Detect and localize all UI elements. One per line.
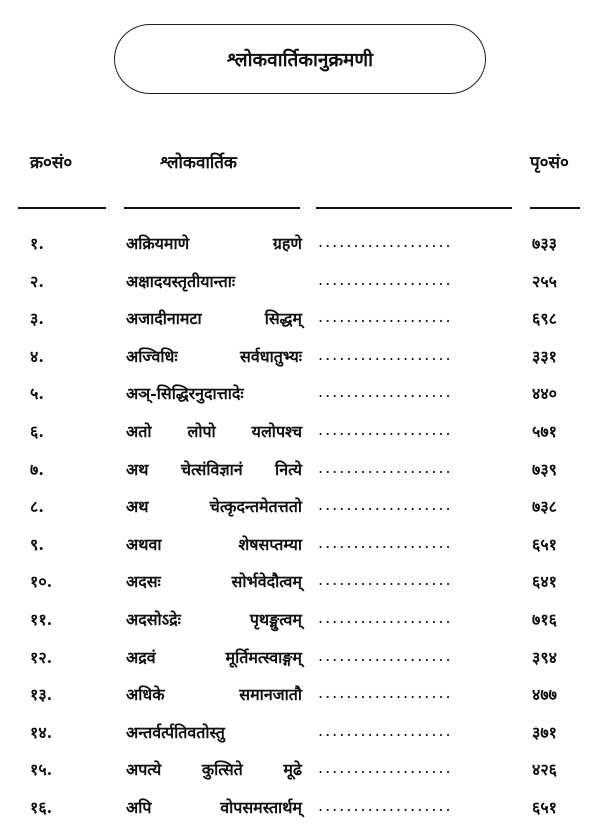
page-number: ३३१	[532, 346, 557, 366]
serial-number: ७.	[30, 459, 44, 479]
page-number: ४७७	[532, 685, 557, 705]
entry-text: अदसोऽद्रेः पृथङ्मुत्वम्	[126, 609, 302, 629]
list-item	[0, 715, 600, 753]
leader-dots: ...................	[318, 495, 453, 515]
page-number: ४२६	[532, 760, 557, 780]
page-number: ६९८	[532, 309, 557, 329]
leader-dots: ...................	[318, 532, 453, 552]
list-item	[0, 602, 600, 640]
entry-text: अन्तर्वर्त्पतिवतोस्तु	[126, 722, 225, 742]
entry-text: अजादीनामटा सिद्धम्	[126, 309, 302, 329]
page-number: २५५	[532, 271, 557, 291]
entry-text: अतो लोपो यलोपश्च	[126, 421, 302, 441]
page-number: ७१६	[532, 609, 557, 629]
entry-text: अथ चेत्संविज्ञानं नित्ये	[126, 459, 302, 479]
header-rule-serial	[18, 207, 106, 209]
page-number: ३९४	[532, 647, 557, 667]
leader-dots: ...................	[318, 232, 453, 251]
leader-dots: ...................	[318, 457, 453, 477]
page-number: ५७१	[532, 421, 557, 441]
entry-text: अपि वोपसमस्तार्थम्	[126, 797, 302, 817]
entry-text: अधिके समानजातौ	[126, 685, 302, 705]
entry-text: अपत्ये कुत्सिते मूढे	[126, 760, 302, 780]
list-item	[0, 640, 600, 678]
entry-text: अथ चेत्कृदन्तमेतत्ततो	[126, 497, 302, 517]
page-number: ६४१	[532, 572, 557, 592]
page-number: ६५१	[532, 797, 557, 817]
serial-number: ३.	[30, 309, 44, 329]
leader-dots: ...................	[318, 720, 453, 740]
header-page-number: पृ०सं०	[530, 153, 569, 173]
leader-dots: ...................	[318, 419, 453, 439]
page-number: ७३९	[532, 459, 557, 479]
page-title: श्लोकवार्तिकानुक्रमणी	[226, 49, 374, 71]
leader-dots: ...................	[318, 307, 453, 327]
entry-text: अदसः सोर्भवेदौत्वम्	[126, 572, 302, 592]
leader-dots: ...................	[318, 382, 453, 402]
serial-number: १३.	[30, 685, 53, 705]
serial-number: ४.	[30, 346, 44, 366]
list-item	[0, 339, 600, 377]
list-item	[0, 226, 600, 264]
serial-number: २.	[30, 271, 44, 291]
serial-number: १.	[30, 234, 44, 253]
header-rule-page	[530, 207, 580, 209]
entry-text: अक्रियमाणे ग्रहणे	[126, 234, 302, 253]
leader-dots: ...................	[318, 645, 453, 665]
page-number: ७३३	[532, 234, 557, 253]
serial-number: १६.	[30, 797, 53, 817]
header-rule-entry	[124, 207, 300, 209]
list-item	[0, 264, 600, 302]
entry-text: अक्षादयस्तृतीयान्ताः	[126, 271, 236, 291]
list-item	[0, 677, 600, 715]
serial-number: १४.	[30, 722, 53, 742]
leader-dots: ...................	[318, 795, 453, 815]
serial-number: ९.	[30, 534, 44, 554]
list-item	[0, 452, 600, 490]
list-item	[0, 564, 600, 602]
entry-text: अञ्-सिद्धिरनुदात्तादेः	[126, 384, 244, 404]
list-item	[0, 376, 600, 414]
page-number: ४४०	[532, 384, 557, 404]
page-number: ३७१	[532, 722, 557, 742]
serial-number: १२.	[30, 647, 53, 667]
list-item	[0, 527, 600, 565]
serial-number: १५.	[30, 760, 53, 780]
list-item	[0, 301, 600, 339]
header-serial-number: क्र०सं०	[30, 153, 73, 173]
leader-dots: ...................	[318, 269, 453, 289]
leader-dots: ...................	[318, 607, 453, 627]
header-entry: श्लोकवार्तिक	[160, 153, 237, 173]
leader-dots: ...................	[318, 758, 453, 778]
leader-dots: ...................	[318, 344, 453, 364]
serial-number: ८.	[30, 497, 44, 517]
entry-text: अज्विधिः सर्वधातुभ्यः	[126, 346, 302, 366]
page-number: ६५१	[532, 534, 557, 554]
header-rule-dots	[316, 207, 512, 209]
leader-dots: ...................	[318, 683, 453, 703]
index-list	[0, 226, 600, 828]
entry-text: अथवा शेषसप्तम्या	[126, 534, 302, 554]
title-box	[114, 24, 486, 94]
list-item	[0, 414, 600, 452]
list-item	[0, 489, 600, 527]
list-item	[0, 752, 600, 790]
serial-number: १०.	[30, 572, 53, 592]
entry-text: अद्रवं मूर्तिमत्स्वाङ्गम्	[126, 647, 302, 667]
page-number: ७३८	[532, 497, 557, 517]
serial-number: ५.	[30, 384, 44, 404]
serial-number: ११.	[30, 609, 53, 629]
serial-number: ६.	[30, 421, 44, 441]
leader-dots: ...................	[318, 570, 453, 590]
